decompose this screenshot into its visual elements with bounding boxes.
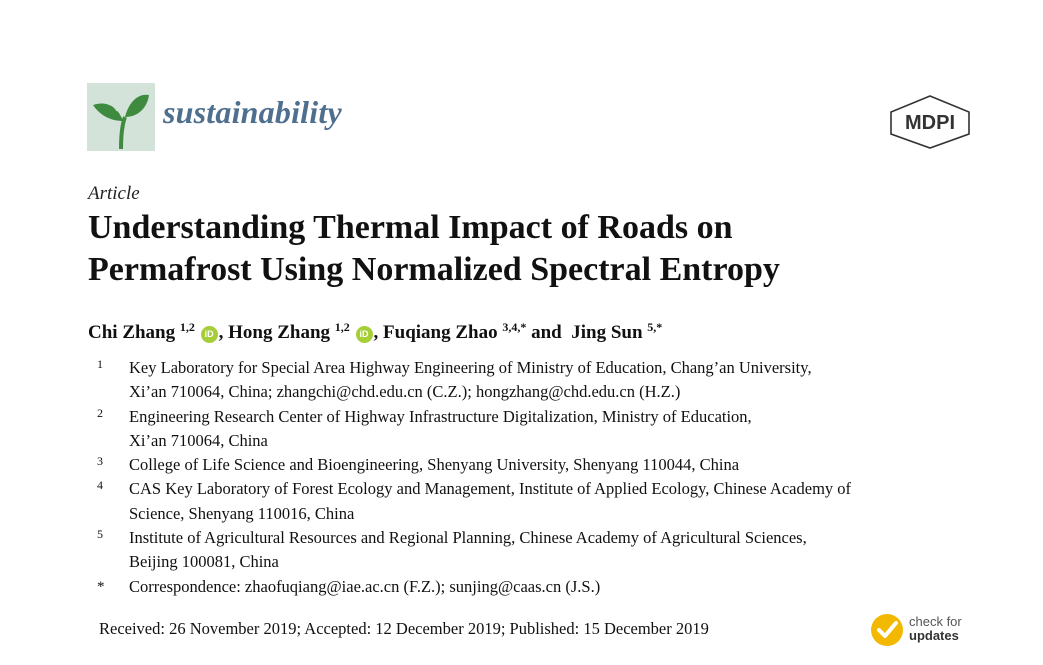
affiliation-item xyxy=(97,453,987,477)
affiliation-line: Engineering Research Center of Highway Infrastructure Digitalization, Ministry of Education, xyxy=(129,406,752,426)
author-separator: , xyxy=(218,322,229,343)
affiliation-line: Key Laboratory for Special Area Highway Engineering of Ministry of Education, Chang’an University, xyxy=(129,358,812,377)
check-line-1: check for xyxy=(909,614,962,629)
correspondence-line: Correspondence: zhaofuqiang@iae.ac.cn (F.Z.); sunjing@caas.cn (J.S.) xyxy=(129,576,601,596)
affiliation-number: 4 xyxy=(97,478,103,493)
check-line-2: updates xyxy=(909,628,959,643)
affiliation-line: Institute of Agricultural Resources and Regional Planning, Chinese Academy of Agricultural Sciences, xyxy=(129,528,807,548)
author-separator: and xyxy=(526,322,567,343)
title-line: Understanding Thermal Impact of Roads on xyxy=(88,209,733,246)
author-separator: , xyxy=(373,322,384,343)
title-line: Permafrost Using Normalized Spectral Entropy xyxy=(88,251,780,288)
journal-logo-icon xyxy=(87,83,155,151)
article-type: Article xyxy=(88,183,140,204)
check-for-updates-button[interactable] xyxy=(870,613,980,651)
correspondence-item xyxy=(97,575,987,599)
sustainability-leaf-logo xyxy=(87,83,155,151)
orcid-icon[interactable]: iD xyxy=(201,326,218,343)
author-affiliation-ref: 3,4,* xyxy=(502,320,527,334)
author-name[interactable]: Jing Sun xyxy=(571,322,643,343)
affiliation-number: 5 xyxy=(97,527,103,542)
affiliation-item xyxy=(97,356,987,405)
affiliation-line: College of Life Science and Bioengineering, Shenyang University, Shenyang 110044, China xyxy=(129,455,740,475)
author-list xyxy=(88,320,662,344)
article-title xyxy=(88,207,968,291)
author-affiliation-ref: 1,2 xyxy=(334,320,350,334)
affiliation-item xyxy=(97,405,987,454)
affiliation-line: Xi’an 710064, China; zhangchi@chd.edu.cn (C.Z.); hongzhang@chd.edu.cn (H.Z.) xyxy=(129,382,681,402)
affiliation-item xyxy=(97,477,987,526)
affiliation-number: 3 xyxy=(97,454,103,469)
affiliation-line: Science, Shenyang 110016, China xyxy=(129,503,355,523)
author-name[interactable]: Fuqiang Zhao xyxy=(383,322,498,343)
journal-name: sustainability xyxy=(163,94,342,130)
affiliation-line: CAS Key Laboratory of Forest Ecology and Management, Institute of Applied Ecology, Chinese Academy of xyxy=(129,479,852,499)
mdpi-logo-icon xyxy=(887,94,973,150)
affiliation-line: Beijing 100081, China xyxy=(129,552,279,572)
affiliation-list xyxy=(97,356,987,599)
publication-dates: Received: 26 November 2019; Accepted: 12 December 2019; Published: 15 December 2019 xyxy=(99,619,709,638)
affiliation-number: 1 xyxy=(97,357,103,371)
orcid-icon[interactable]: iD xyxy=(356,326,373,343)
check-for-updates-label xyxy=(909,615,962,643)
check-for-updates-icon xyxy=(870,613,904,647)
affiliation-number: 2 xyxy=(97,405,103,420)
author-affiliation-ref: 1,2 xyxy=(179,320,195,334)
author-name[interactable]: Chi Zhang xyxy=(88,322,176,343)
correspondence-mark: * xyxy=(97,578,105,595)
publisher-logo-text: MDPI xyxy=(905,112,955,134)
affiliation-item xyxy=(97,526,987,575)
author-name[interactable]: Hong Zhang xyxy=(228,322,331,343)
author-affiliation-ref: 5,* xyxy=(647,320,663,334)
affiliation-line: Xi’an 710064, China xyxy=(129,430,268,450)
